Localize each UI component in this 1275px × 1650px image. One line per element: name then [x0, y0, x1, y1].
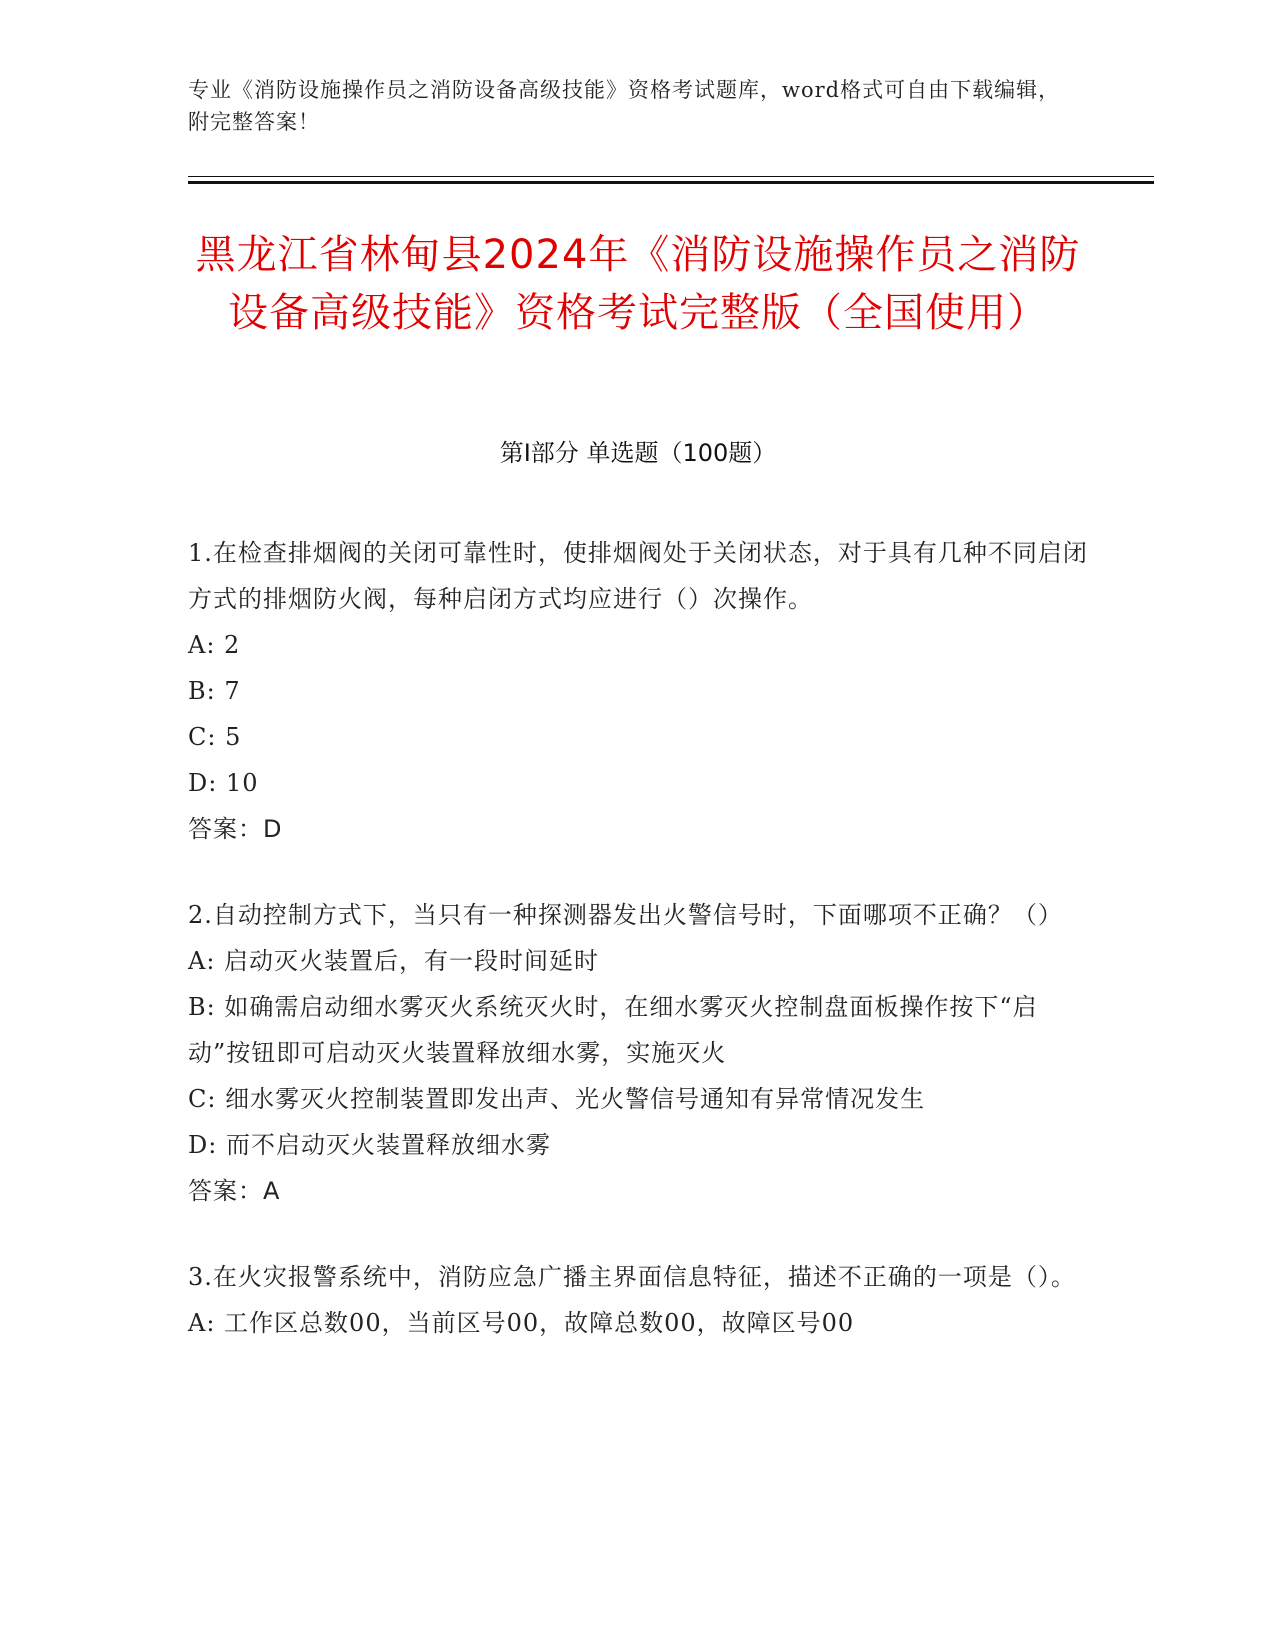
page-title: 黑龙江省林甸县2024年《消防设施操作员之消防设备高级技能》资格考试完整版（全国使用） [195, 232, 1081, 336]
answer-line: 答案：A [188, 1177, 281, 1205]
option-d: D: 10 [188, 769, 259, 797]
section-heading: 第I部分 单选题（100题） [499, 439, 777, 467]
question-stem: 1.在检查排烟阀的关闭可靠性时，使排烟阀处于关闭状态，对于具有几种不同启闭方式的排烟防火阀，每种启闭方式均应进行（）次操作。 [188, 539, 1088, 613]
question-3 [188, 1254, 1088, 1346]
answer-line: 答案：D [188, 815, 283, 843]
option-b: B: 7 [188, 677, 241, 705]
header-note: 专业《消防设施操作员之消防设备高级技能》资格考试题库，word格式可自由下载编辑，附完整答案！ [188, 78, 1061, 134]
question-stem: 3.在火灾报警系统中，消防应急广播主界面信息特征，描述不正确的一项是（）。 [188, 1263, 1076, 1291]
option-a: A: 工作区总数00，当前区号00，故障总数00，故障区号00 [188, 1309, 855, 1337]
option-b: B: 如确需启动细水雾灭火系统灭火时，在细水雾灭火控制盘面板操作按下“启动”按钮即可启动灭火装置释放细水雾，实施灭火 [188, 993, 1038, 1067]
header-divider-thin [188, 176, 1154, 177]
option-a: A: 启动灭火装置后，有一段时间延时 [188, 947, 600, 975]
header-divider-thick [188, 181, 1154, 184]
question-stem: 2.自动控制方式下，当只有一种探测器发出火警信号时，下面哪项不正确？（） [188, 901, 1063, 929]
question-list [188, 530, 1088, 1346]
option-d: D: 而不启动灭火装置释放细水雾 [188, 1131, 551, 1159]
option-c: C: 细水雾灭火控制装置即发出声、光火警信号通知有异常情况发生 [188, 1085, 926, 1113]
option-a: A: 2 [188, 631, 241, 659]
option-c: C: 5 [188, 723, 242, 751]
question-1 [188, 530, 1088, 852]
question-2 [188, 892, 1088, 1214]
